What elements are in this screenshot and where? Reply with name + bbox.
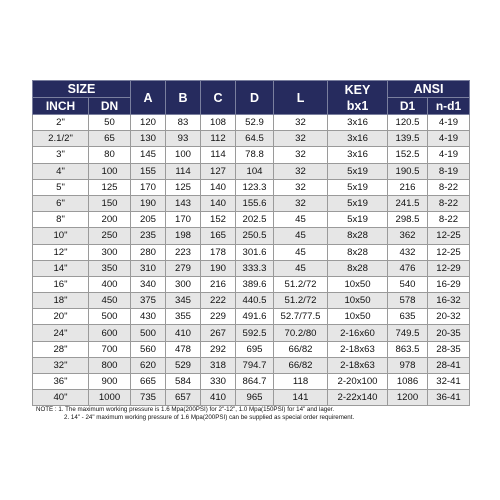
cell-d1: 362 xyxy=(388,228,428,244)
col-a-header: A xyxy=(131,81,166,115)
cell-key: 10x50 xyxy=(328,293,388,309)
cell-b: 529 xyxy=(166,357,201,373)
cell-b: 125 xyxy=(166,179,201,195)
cell-c: 330 xyxy=(201,374,236,390)
cell-d: 389.6 xyxy=(236,276,274,292)
cell-d1: 1086 xyxy=(388,374,428,390)
cell-nd1: 8-22 xyxy=(428,212,470,228)
cell-inch: 24" xyxy=(33,325,89,341)
note-line-2: 2. 14" - 24" maximum working pressure of 1.6 Mpa(200PSI) can be supplied as special order requirement. xyxy=(64,414,355,421)
notes xyxy=(36,406,476,422)
cell-c: 140 xyxy=(201,179,236,195)
cell-inch: 28" xyxy=(33,341,89,357)
cell-l: 32 xyxy=(274,115,328,131)
cell-inch: 3" xyxy=(33,147,89,163)
cell-nd1: 8-22 xyxy=(428,179,470,195)
cell-a: 430 xyxy=(131,309,166,325)
cell-inch: 16" xyxy=(33,276,89,292)
cell-key: 5x19 xyxy=(328,212,388,228)
cell-inch: 2" xyxy=(33,115,89,131)
cell-d1: 432 xyxy=(388,244,428,260)
table-row xyxy=(33,212,470,228)
cell-l: 51.2/72 xyxy=(274,293,328,309)
cell-c: 152 xyxy=(201,212,236,228)
cell-key: 2-20x100 xyxy=(328,374,388,390)
cell-key: 2-22x140 xyxy=(328,390,388,406)
cell-b: 100 xyxy=(166,147,201,163)
table-row xyxy=(33,260,470,276)
cell-l: 45 xyxy=(274,244,328,260)
cell-key: 3x16 xyxy=(328,147,388,163)
cell-d1: 216 xyxy=(388,179,428,195)
cell-b: 300 xyxy=(166,276,201,292)
cell-d: 333.3 xyxy=(236,260,274,276)
size-header: SIZE xyxy=(33,81,131,98)
cell-l: 118 xyxy=(274,374,328,390)
cell-c: 108 xyxy=(201,115,236,131)
cell-b: 93 xyxy=(166,131,201,147)
cell-key: 2-18x63 xyxy=(328,341,388,357)
table-row xyxy=(33,293,470,309)
cell-d1: 139.5 xyxy=(388,131,428,147)
cell-key: 3x16 xyxy=(328,131,388,147)
cell-a: 130 xyxy=(131,131,166,147)
cell-c: 127 xyxy=(201,163,236,179)
cell-dn: 300 xyxy=(89,244,131,260)
cell-a: 205 xyxy=(131,212,166,228)
cell-c: 292 xyxy=(201,341,236,357)
cell-key: 5x19 xyxy=(328,163,388,179)
cell-c: 190 xyxy=(201,260,236,276)
cell-d: 64.5 xyxy=(236,131,274,147)
table-row xyxy=(33,357,470,373)
cell-d1: 190.5 xyxy=(388,163,428,179)
cell-nd1: 8-19 xyxy=(428,163,470,179)
cell-a: 560 xyxy=(131,341,166,357)
cell-dn: 1000 xyxy=(89,390,131,406)
cell-d1: 749.5 xyxy=(388,325,428,341)
cell-b: 198 xyxy=(166,228,201,244)
cell-d: 965 xyxy=(236,390,274,406)
cell-key: 2-18x63 xyxy=(328,357,388,373)
cell-b: 83 xyxy=(166,115,201,131)
cell-nd1: 8-22 xyxy=(428,195,470,211)
cell-d1: 476 xyxy=(388,260,428,276)
cell-key: 8x28 xyxy=(328,260,388,276)
cell-l: 32 xyxy=(274,131,328,147)
cell-d1: 152.5 xyxy=(388,147,428,163)
cell-a: 170 xyxy=(131,179,166,195)
cell-inch: 2.1/2" xyxy=(33,131,89,147)
cell-l: 45 xyxy=(274,260,328,276)
cell-inch: 10" xyxy=(33,228,89,244)
cell-c: 140 xyxy=(201,195,236,211)
cell-d1: 241.5 xyxy=(388,195,428,211)
cell-a: 280 xyxy=(131,244,166,260)
cell-key: 5x19 xyxy=(328,195,388,211)
cell-key: 8x28 xyxy=(328,244,388,260)
table-row xyxy=(33,195,470,211)
cell-d: 491.6 xyxy=(236,309,274,325)
cell-a: 620 xyxy=(131,357,166,373)
table-body xyxy=(33,115,470,406)
cell-inch: 40" xyxy=(33,390,89,406)
table-row xyxy=(33,131,470,147)
cell-b: 114 xyxy=(166,163,201,179)
cell-a: 500 xyxy=(131,325,166,341)
cell-dn: 600 xyxy=(89,325,131,341)
col-b-header: B xyxy=(166,81,201,115)
cell-c: 267 xyxy=(201,325,236,341)
cell-d: 202.5 xyxy=(236,212,274,228)
cell-inch: 20" xyxy=(33,309,89,325)
cell-b: 584 xyxy=(166,374,201,390)
table-row xyxy=(33,374,470,390)
cell-l: 66/82 xyxy=(274,357,328,373)
cell-c: 222 xyxy=(201,293,236,309)
cell-a: 340 xyxy=(131,276,166,292)
cell-inch: 5" xyxy=(33,179,89,195)
cell-dn: 200 xyxy=(89,212,131,228)
cell-l: 32 xyxy=(274,179,328,195)
cell-d1: 578 xyxy=(388,293,428,309)
table-row xyxy=(33,390,470,406)
cell-dn: 50 xyxy=(89,115,131,131)
table-row xyxy=(33,309,470,325)
dn-header: DN xyxy=(89,98,131,115)
table-row xyxy=(33,147,470,163)
cell-dn: 500 xyxy=(89,309,131,325)
table-row xyxy=(33,163,470,179)
cell-inch: 8" xyxy=(33,212,89,228)
cell-dn: 80 xyxy=(89,147,131,163)
key-header-line2: bx1 xyxy=(346,98,369,113)
cell-d1: 863.5 xyxy=(388,341,428,357)
cell-l: 51.2/72 xyxy=(274,276,328,292)
cell-key: 10x50 xyxy=(328,276,388,292)
cell-l: 52.7/77.5 xyxy=(274,309,328,325)
key-header xyxy=(328,81,388,115)
cell-a: 155 xyxy=(131,163,166,179)
cell-nd1: 32-41 xyxy=(428,374,470,390)
cell-nd1: 12-25 xyxy=(428,228,470,244)
cell-l: 70.2/80 xyxy=(274,325,328,341)
cell-a: 375 xyxy=(131,293,166,309)
table-row xyxy=(33,244,470,260)
col-l-header: L xyxy=(274,81,328,115)
cell-key: 2-16x60 xyxy=(328,325,388,341)
cell-key: 5x19 xyxy=(328,179,388,195)
cell-b: 345 xyxy=(166,293,201,309)
cell-d1: 120.5 xyxy=(388,115,428,131)
nd1-header: n-d1 xyxy=(428,98,470,115)
cell-c: 216 xyxy=(201,276,236,292)
cell-a: 735 xyxy=(131,390,166,406)
cell-nd1: 4-19 xyxy=(428,131,470,147)
cell-b: 410 xyxy=(166,325,201,341)
dimension-table xyxy=(32,80,470,406)
cell-a: 665 xyxy=(131,374,166,390)
cell-d: 301.6 xyxy=(236,244,274,260)
cell-d1: 540 xyxy=(388,276,428,292)
cell-dn: 250 xyxy=(89,228,131,244)
cell-d: 794.7 xyxy=(236,357,274,373)
cell-d: 78.8 xyxy=(236,147,274,163)
cell-l: 45 xyxy=(274,212,328,228)
cell-nd1: 16-32 xyxy=(428,293,470,309)
cell-d1: 1200 xyxy=(388,390,428,406)
cell-dn: 350 xyxy=(89,260,131,276)
cell-b: 143 xyxy=(166,195,201,211)
table-row xyxy=(33,115,470,131)
cell-nd1: 16-29 xyxy=(428,276,470,292)
cell-b: 279 xyxy=(166,260,201,276)
col-c-header: C xyxy=(201,81,236,115)
cell-nd1: 28-41 xyxy=(428,357,470,373)
cell-nd1: 36-41 xyxy=(428,390,470,406)
cell-d: 695 xyxy=(236,341,274,357)
cell-b: 170 xyxy=(166,212,201,228)
note-line-1: NOTE : 1. The maximum working pressure is 1.6 Mpa(200PSI) for 2"-12", 1.0 Mpa(150PSI) for 14" and lager. xyxy=(36,406,335,413)
cell-l: 66/82 xyxy=(274,341,328,357)
cell-b: 223 xyxy=(166,244,201,260)
cell-d1: 635 xyxy=(388,309,428,325)
d1-header: D1 xyxy=(388,98,428,115)
cell-d: 440.5 xyxy=(236,293,274,309)
cell-dn: 150 xyxy=(89,195,131,211)
cell-key: 10x50 xyxy=(328,309,388,325)
cell-b: 355 xyxy=(166,309,201,325)
cell-c: 114 xyxy=(201,147,236,163)
table-row xyxy=(33,341,470,357)
cell-dn: 700 xyxy=(89,341,131,357)
ansi-header: ANSI xyxy=(388,81,470,98)
cell-c: 112 xyxy=(201,131,236,147)
cell-dn: 450 xyxy=(89,293,131,309)
cell-dn: 65 xyxy=(89,131,131,147)
cell-nd1: 20-32 xyxy=(428,309,470,325)
cell-b: 478 xyxy=(166,341,201,357)
cell-a: 190 xyxy=(131,195,166,211)
cell-l: 45 xyxy=(274,228,328,244)
cell-d: 155.6 xyxy=(236,195,274,211)
cell-d: 592.5 xyxy=(236,325,274,341)
cell-l: 32 xyxy=(274,195,328,211)
cell-b: 657 xyxy=(166,390,201,406)
cell-l: 141 xyxy=(274,390,328,406)
key-header-line1: KEY xyxy=(344,82,371,97)
cell-a: 310 xyxy=(131,260,166,276)
cell-c: 178 xyxy=(201,244,236,260)
cell-nd1: 28-35 xyxy=(428,341,470,357)
cell-nd1: 4-19 xyxy=(428,115,470,131)
cell-inch: 36" xyxy=(33,374,89,390)
table-row xyxy=(33,276,470,292)
cell-c: 229 xyxy=(201,309,236,325)
cell-l: 32 xyxy=(274,163,328,179)
cell-a: 120 xyxy=(131,115,166,131)
cell-nd1: 12-29 xyxy=(428,260,470,276)
table-row xyxy=(33,228,470,244)
cell-key: 3x16 xyxy=(328,115,388,131)
cell-a: 235 xyxy=(131,228,166,244)
cell-c: 410 xyxy=(201,390,236,406)
cell-inch: 14" xyxy=(33,260,89,276)
cell-dn: 125 xyxy=(89,179,131,195)
cell-dn: 800 xyxy=(89,357,131,373)
cell-nd1: 12-25 xyxy=(428,244,470,260)
cell-d1: 298.5 xyxy=(388,212,428,228)
inch-header: INCH xyxy=(33,98,89,115)
cell-inch: 32" xyxy=(33,357,89,373)
cell-d: 864.7 xyxy=(236,374,274,390)
col-d-header: D xyxy=(236,81,274,115)
cell-inch: 4" xyxy=(33,163,89,179)
cell-key: 8x28 xyxy=(328,228,388,244)
table-row xyxy=(33,179,470,195)
cell-inch: 6" xyxy=(33,195,89,211)
cell-l: 32 xyxy=(274,147,328,163)
cell-a: 145 xyxy=(131,147,166,163)
table-row xyxy=(33,325,470,341)
cell-c: 165 xyxy=(201,228,236,244)
cell-inch: 18" xyxy=(33,293,89,309)
cell-d1: 978 xyxy=(388,357,428,373)
cell-dn: 100 xyxy=(89,163,131,179)
cell-nd1: 20-35 xyxy=(428,325,470,341)
cell-dn: 900 xyxy=(89,374,131,390)
cell-d: 104 xyxy=(236,163,274,179)
cell-nd1: 4-19 xyxy=(428,147,470,163)
cell-d: 250.5 xyxy=(236,228,274,244)
cell-d: 123.3 xyxy=(236,179,274,195)
cell-c: 318 xyxy=(201,357,236,373)
cell-dn: 400 xyxy=(89,276,131,292)
cell-inch: 12" xyxy=(33,244,89,260)
cell-d: 52.9 xyxy=(236,115,274,131)
